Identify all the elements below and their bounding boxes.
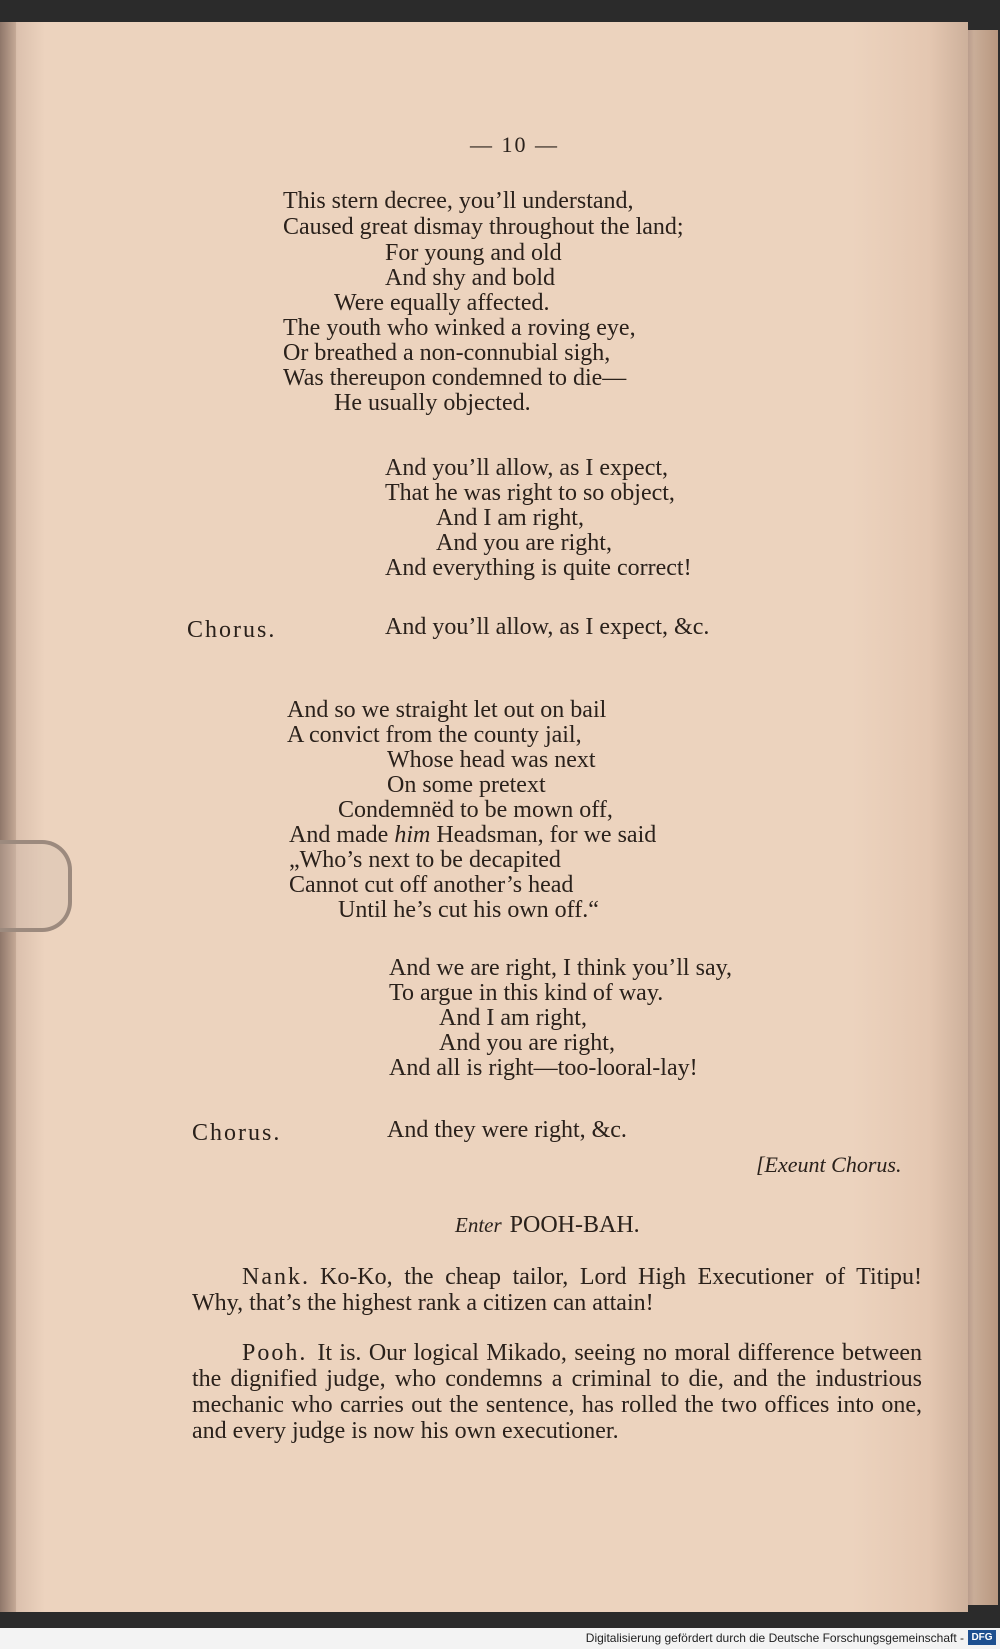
- verse-line: For young and old: [385, 240, 562, 266]
- verse-line: Whose head was next: [387, 747, 596, 773]
- verse-text: Headsman, for we said: [436, 822, 657, 848]
- emphasis-word: him: [394, 822, 431, 848]
- refrain-line: And all is right—too-looral-lay!: [389, 1055, 698, 1081]
- chorus-line: And they were right, &c.: [387, 1117, 627, 1143]
- verse-line: Condemnëd to be mown off,: [338, 797, 613, 823]
- verse-line: And shy and bold: [385, 265, 555, 291]
- verse-line: This stern decree, you’ll understand,: [283, 188, 634, 214]
- page-gutter: [0, 22, 16, 1612]
- chorus-label: Chorus.: [192, 1120, 282, 1146]
- verse-line: [289, 822, 656, 848]
- verse-line: A convict from the county jail,: [287, 722, 582, 748]
- refrain-line: And you’ll allow, as I expect,: [385, 455, 669, 481]
- chorus-label: Chorus.: [187, 617, 277, 643]
- verse-line: Was thereupon condemned to die—: [283, 365, 627, 391]
- refrain-line: To argue in this kind of way.: [389, 980, 664, 1006]
- dialogue-text: Ko-Ko, the cheap tailor, Lord High Executioner of Titipu! Why, that’s the highest rank a citizen can attain!: [192, 1264, 922, 1316]
- refrain-line: That he was right to so object,: [385, 480, 675, 506]
- refrain-line: And everything is quite correct!: [385, 555, 692, 581]
- dfg-logo: DFG: [968, 1630, 996, 1645]
- verse-line: Caused great dismay throughout the land;: [283, 214, 684, 240]
- stage-direction: [Exeunt Chorus.: [756, 1152, 902, 1177]
- speaker-name: Pooh.: [242, 1340, 308, 1366]
- speaker-name: Nank.: [242, 1264, 310, 1290]
- verse-line: Were equally affected.: [334, 290, 550, 316]
- refrain-line: And we are right, I think you’ll say,: [389, 955, 733, 981]
- verse-line: On some pretext: [387, 772, 546, 798]
- verse-line: Or breathed a non-connubial sigh,: [283, 340, 611, 366]
- footer-bar: [0, 1628, 1000, 1649]
- dialogue-text: It is. Our logical Mikado, seeing no moral difference between the dignified judge, who condemns a criminal to die, and the industrious mechanic who carries out the sentence, has rolled the two offices into one, and every judge is now his own executioner.: [192, 1340, 922, 1444]
- character-name: POOH-BAH.: [509, 1212, 640, 1238]
- verse-line: „Who’s next to be decapited: [289, 847, 561, 873]
- funding-notice: Digitalisierung gefördert durch die Deutsche Forschungsgemeinschaft -: [585, 1631, 964, 1645]
- page-clip: [0, 840, 72, 932]
- verse-line: The youth who winked a roving eye,: [283, 315, 636, 341]
- verse-text: And made: [289, 822, 395, 848]
- refrain-line: And I am right,: [439, 1005, 587, 1031]
- refrain-line: And you are right,: [439, 1030, 615, 1056]
- dialogue-paragraph: [192, 1340, 922, 1444]
- refrain-line: And you are right,: [436, 530, 612, 556]
- page-number: — 10 —: [470, 132, 559, 157]
- chorus-line: And you’ll allow, as I expect, &c.: [385, 614, 710, 640]
- verse-line: He usually objected.: [334, 390, 531, 416]
- verse-line: Cannot cut off another’s head: [289, 872, 574, 898]
- dialogue-paragraph: [192, 1264, 922, 1316]
- enter-word: Enter: [455, 1213, 502, 1237]
- verse-line: And so we straight let out on bail: [287, 697, 607, 723]
- entrance-heading: [455, 1212, 640, 1239]
- verse-line: Until he’s cut his own off.“: [338, 897, 599, 923]
- refrain-line: And I am right,: [436, 505, 584, 531]
